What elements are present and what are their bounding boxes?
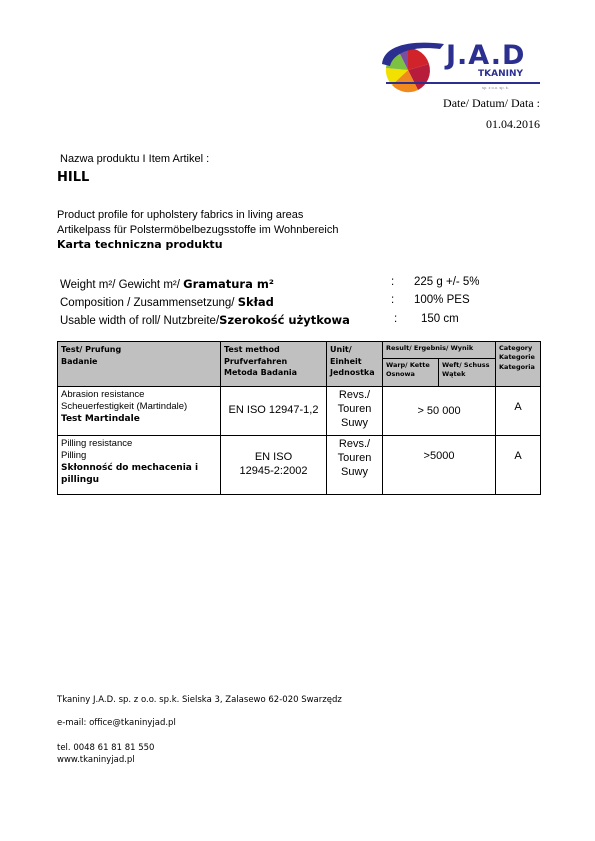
row-pilling-test: Pilling resistance Pilling Skłonność do mechacenia i pillingu (58, 436, 221, 495)
spec-width-label-bold: Szerokość użytkowa (219, 313, 350, 327)
spec-width-label: Usable width of roll/ Nutzbreite/ (60, 315, 220, 327)
header-result: Result/ Ergebnis/ Wynik (383, 342, 496, 359)
row-abrasion-category: A (496, 387, 541, 436)
spec-weight-value: 225 g +/- 5% (414, 276, 480, 288)
row-pilling-result: >5000 (383, 436, 496, 495)
profile-line-pl: Karta techniczna produktu (57, 238, 223, 251)
row-pilling-method: EN ISO 12945-2:2002 (221, 436, 327, 495)
spec-width-value: 150 cm (421, 313, 459, 325)
footer-web: www.tkaninyjad.pl (57, 755, 135, 765)
product-name-label: Nazwa produktu I Item Artikel : (60, 153, 210, 165)
spec-weight (60, 277, 274, 291)
spec-width-colon: : (394, 313, 398, 325)
row-abrasion-test: Abrasion resistance Scheuerfestigkeit (Martindale) Test Martindale (58, 387, 221, 436)
logo-tagline: sp. z o.o. sp. k. (482, 85, 509, 90)
table-header-row (58, 342, 541, 359)
footer-email: e-mail: office@tkaninyjad.pl (57, 718, 176, 728)
product-name: HILL (57, 170, 90, 185)
spec-weight-colon: : (391, 276, 395, 288)
table-row (58, 436, 541, 495)
spec-composition-label-bold: Skład (237, 295, 274, 309)
row-abrasion-result: > 50 000 (383, 387, 496, 436)
header-weft: Weft/ Schuss Wątek (439, 358, 496, 386)
spec-composition-label: Composition / Zusammensetzung/ (60, 297, 238, 309)
header-category: Category Kategorie Kategoria (496, 342, 541, 387)
footer-phone: tel. 0048 61 81 81 550 (57, 743, 155, 753)
row-pilling-unit: Revs./ Touren Suwy (327, 436, 383, 495)
header-method: Test method Prufverfahren Metoda Badania (221, 342, 327, 387)
header-warp: Warp/ Kette Osnowa (383, 358, 439, 386)
profile-line-en: Product profile for upholstery fabrics in living areas (57, 209, 304, 221)
footer-company: Tkaniny J.A.D. sp. z o.o. sp.k. Sielska 3, Zalasewo 62-020 Swarzędz (57, 695, 342, 705)
date-value: 01.04.2016 (486, 117, 540, 131)
spec-composition-value: 100% PES (414, 294, 470, 306)
date-label: Date/ Datum/ Data : (443, 96, 540, 110)
profile-line-de: Artikelpass für Polstermöbelbezugsstoffe im Wohnbereich (57, 224, 339, 236)
logo-brand: J.A.D (446, 40, 526, 71)
spec-composition-colon: : (391, 294, 395, 306)
row-abrasion-method: EN ISO 12947-1,2 (221, 387, 327, 436)
row-abrasion-unit: Revs./ Touren Suwy (327, 387, 383, 436)
table-row (58, 387, 541, 436)
spec-weight-label-bold: Gramatura m² (183, 277, 274, 291)
spec-composition (60, 295, 274, 309)
spec-width (60, 313, 350, 327)
header-unit: Unit/ Einheit Jednostka (327, 342, 383, 387)
logo-subtitle: TKANINY (478, 69, 524, 79)
spec-weight-label: Weight m²/ Gewicht m²/ (60, 279, 184, 291)
row-pilling-category: A (496, 436, 541, 495)
header-test: Test/ Prufung Badanie (58, 342, 221, 387)
company-logo (374, 40, 544, 96)
properties-table (57, 341, 541, 495)
